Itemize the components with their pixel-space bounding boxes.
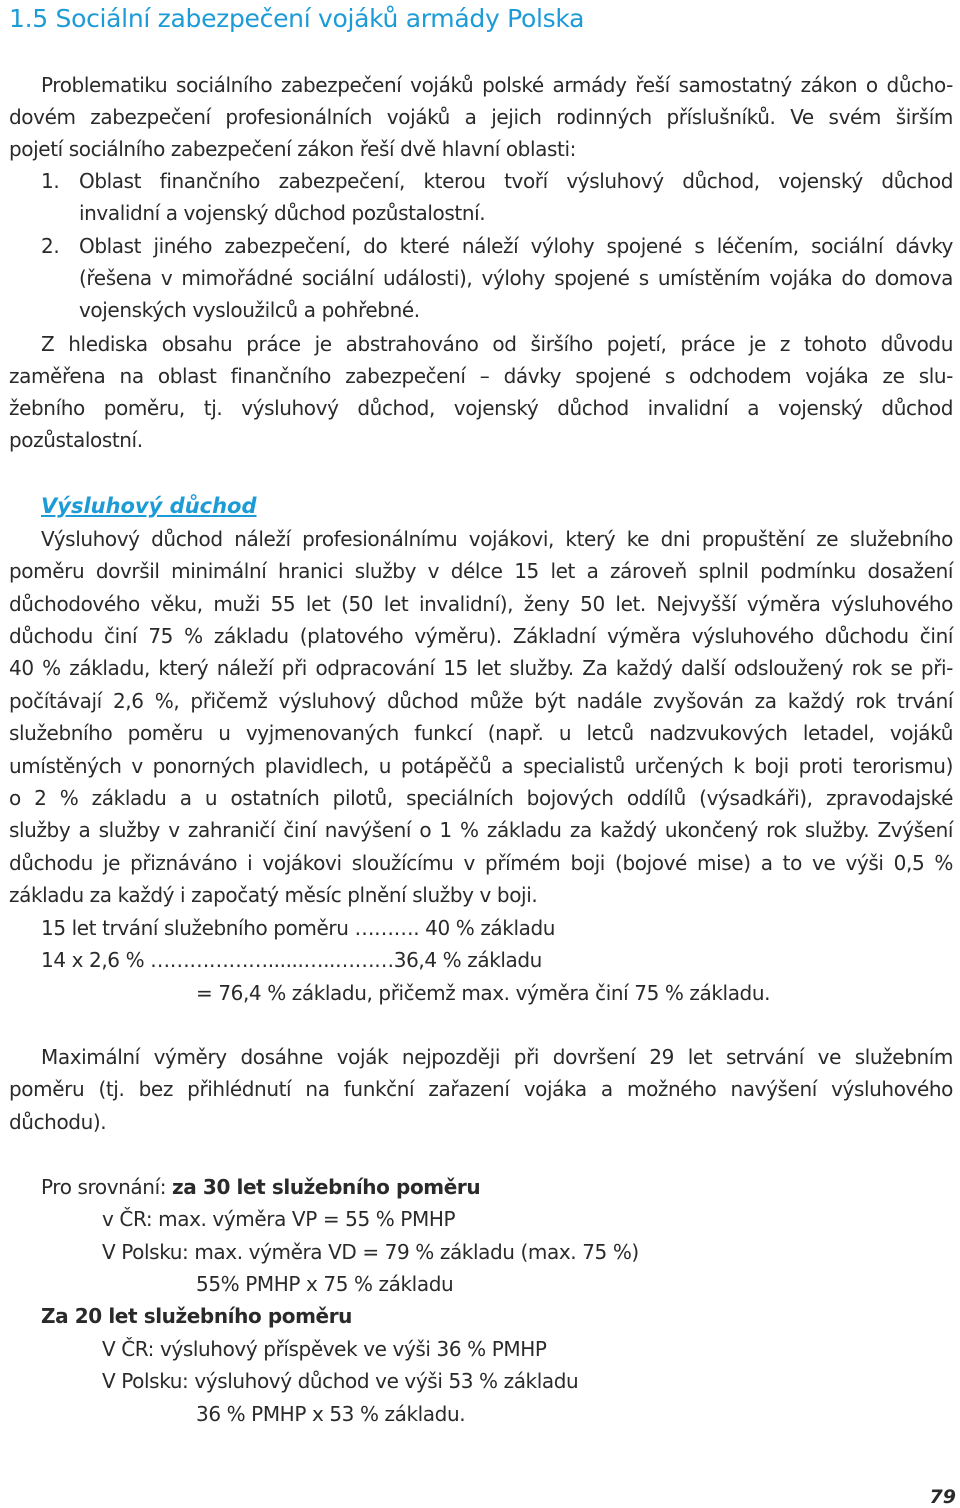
body-line: poměru dovršil minimální hranici služby v délce 15 let a zároveň splnil podmínku dosažení (9, 559, 953, 583)
body-line: důchodu činí 75 % základu (platového výměru). Základní výměra výsluhového důchodu činí (9, 624, 953, 648)
comparison-30-heading: za 30 let služebního poměru (172, 1175, 481, 1199)
comparison-heading (41, 1175, 941, 1199)
page-number: 79 (929, 1486, 956, 1508)
intro-line: pojetí sociálního zabezpečení zákon řeší dvě hlavní oblasti: (9, 137, 576, 161)
body-line: o 2 % základu a u ostatních pilotů, speciálních bojových oddílů (výsadkáři), zpravodajské (9, 786, 953, 810)
comparison-20-heading: Za 20 let služebního poměru (41, 1304, 353, 1328)
max-line: poměru (tj. bez přihlédnutí na funkční zařazení vojáka a možného navýšení výsluhového (9, 1077, 953, 1101)
calc-line: 14 x 2,6 % ………………......…..………36,4 % základu (41, 948, 542, 972)
list-item-line: Oblast finančního zabezpečení, kterou tvoří výsluhový důchod, vojenský důchod (79, 169, 953, 193)
comparison-line: V Polsku: max. výměra VD = 79 % základu (max. 75 %) (102, 1240, 639, 1264)
list-item-line: Oblast jiného zabezpečení, do které náleží výlohy spojené s léčením, sociální dávky (79, 234, 953, 258)
body-line: Výsluhový důchod náleží profesionálnímu vojákovi, který ke dni propuštění ze služebního (41, 527, 953, 551)
scope-line: zaměřena na oblast finančního zabezpečení – dávky spojené s odchodem vojáka ze slu- (9, 364, 953, 388)
calc-line: = 76,4 % základu, přičemž max. výměra činí 75 % základu. (196, 981, 771, 1005)
comparison-line: V ČR: výsluhový příspěvek ve výši 36 % PMHP (102, 1337, 547, 1361)
body-line: služby a služby v zahraničí činí navýšení o 1 % základu za každý ukončený rok služby. Zvýšení (9, 818, 953, 842)
body-line: služebního poměru u vyjmenovaných funkcí (např. u letců nadzvukových letadel, vojáků (9, 721, 953, 745)
comparison-line: 36 % PMHP x 53 % základu. (196, 1402, 466, 1426)
section-title: 1.5 Sociální zabezpečení vojáků armády Polska (9, 4, 585, 33)
body-line: základu za každý i započatý měsíc plnění služby v boji. (9, 883, 538, 907)
body-line: důchodu je přiznáváno i vojákovi sloužícímu v přímém boji (bojové mise) a to ve výši 0,5 % (9, 851, 953, 875)
body-line: 40 % základu, který náleží při odpracování 15 let služby. Za každý další odsloužený rok se při- (9, 656, 953, 680)
scope-line: žebního poměru, tj. výsluhový důchod, vojenský důchod invalidní a vojenský důchod (9, 396, 953, 420)
comparison-lead: Pro srovnání: (41, 1175, 173, 1199)
comparison-line: v ČR: max. výměra VP = 55 % PMHP (102, 1207, 456, 1231)
scope-line: Z hlediska obsahu práce je abstrahováno od širšího pojetí, práce je z tohoto důvodu (41, 332, 953, 356)
intro-line: dovém zabezpečení profesionálních vojáků a jejich rodinných příslušníků. Ve svém širším (9, 105, 953, 129)
list-number: 2. (41, 234, 60, 258)
subheading: Výsluhový důchod (41, 494, 257, 518)
max-line: Maximální výměry dosáhne voják nejpozději při dovršení 29 let setrvání ve služebním (41, 1045, 953, 1069)
list-item-line: (řešena v mimořádné sociální události), výlohy spojené s umístěním vojáka do domova (79, 266, 953, 290)
comparison-line: V Polsku: výsluhový důchod ve výši 53 % základu (102, 1369, 579, 1393)
list-item-line: invalidní a vojenský důchod pozůstalostní. (79, 201, 486, 225)
scope-line: pozůstalostní. (9, 428, 143, 452)
list-number: 1. (41, 169, 60, 193)
list-item-line: vojenských vysloužilců a pohřebné. (79, 298, 420, 322)
intro-line: Problematiku sociálního zabezpečení vojáků polské armády řeší samostatný zákon o důcho- (41, 73, 953, 97)
max-line: důchodu). (9, 1110, 107, 1134)
comparison-line: 55% PMHP x 75 % základu (196, 1272, 454, 1296)
body-line: důchodového věku, muži 55 let (50 let invalidní), ženy 50 let. Nejvyšší výměra výsluhového (9, 592, 953, 616)
body-line: počítávají 2,6 %, přičemž výsluhový důchod může být nadále zvyšován za každý rok trvání (9, 689, 953, 713)
calc-line: 15 let trvání služebního poměru ………. 40 % základu (41, 916, 556, 940)
body-line: umístěných v ponorných plavidlech, u potápěčů a specialistů určených k boji proti terorismu) (9, 754, 953, 778)
